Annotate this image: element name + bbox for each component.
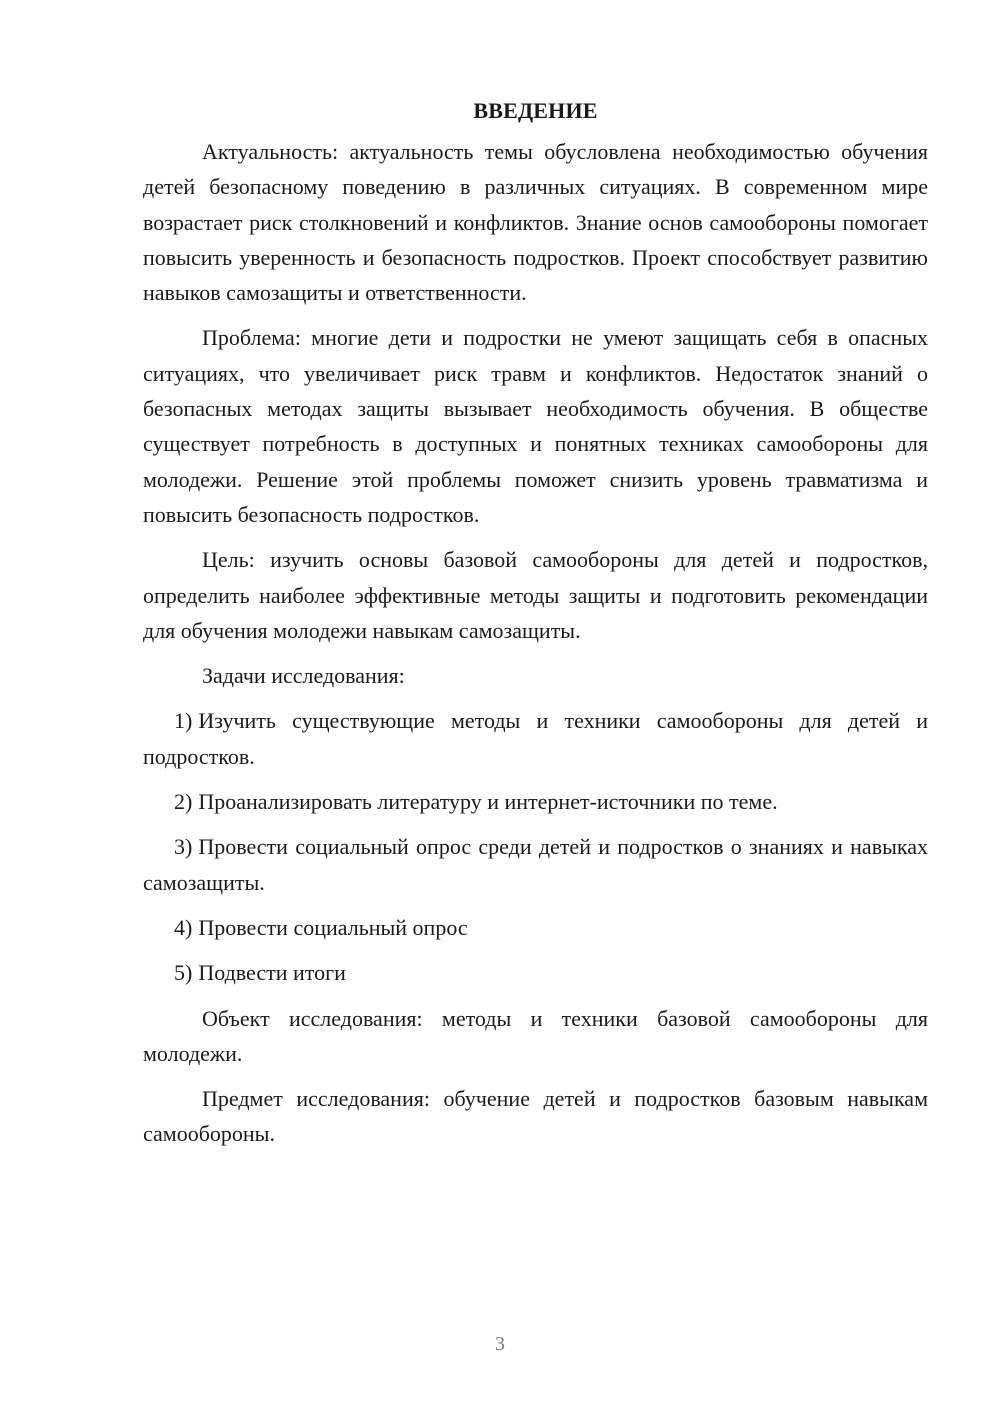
task-item xyxy=(143,910,928,945)
task-number: 2) xyxy=(174,789,193,815)
task-text: Провести социальный опрос среди детей и подростков о знаниях и навыках самозащиты. xyxy=(143,834,928,895)
task-number: 3) xyxy=(174,834,193,860)
task-text: Проанализировать литературу и интернет-источники по теме. xyxy=(198,789,778,815)
task-item xyxy=(143,784,928,819)
document-page xyxy=(143,96,928,1162)
task-item xyxy=(143,703,928,774)
goal-paragraph: Цель: изучить основы базовой самообороны для детей и подростков, определить наиболее эффективные методы защиты и подготовить рекомендации для обучения молодежи навыкам самозащиты. xyxy=(143,547,928,643)
task-text: Изучить существующие методы и техники самообороны для детей и подростков. xyxy=(143,708,928,769)
page-title: ВВЕДЕНИЕ xyxy=(473,98,598,123)
task-number: 5) xyxy=(174,960,193,986)
subject-paragraph: Предмет исследования: обучение детей и подростков базовым навыкам самообороны. xyxy=(143,1086,928,1147)
page-number: 3 xyxy=(495,1333,505,1355)
relevance-paragraph: Актуальность: актуальность темы обусловлена необходимостью обучения детей безопасному поведению в различных ситуациях. В современном мире возрастает риск столкновений и конфликтов. Знание основ самообороны помогает повысить уверенность и безопасность подростков. Проект способствует развитию навыков самозащиты и ответственности. xyxy=(143,139,928,306)
task-item xyxy=(143,829,928,900)
task-number: 4) xyxy=(174,914,193,940)
problem-paragraph: Проблема: многие дети и подростки не умеют защищать себя в опасных ситуациях, что увеличивает риск травм и конфликтов. Недостаток знаний о безопасных методах защиты вызывает необходимость обучения. В обществе существует потребность в доступных и понятных техниках самообороны для молодежи. Решение этой проблемы поможет снизить уровень травматизма и повысить безопасность подростков. xyxy=(143,325,928,527)
task-item xyxy=(143,955,928,990)
object-paragraph: Объект исследования: методы и техники базовой самообороны для молодежи. xyxy=(143,1005,928,1066)
task-number: 1) xyxy=(174,708,193,734)
task-text: Провести социальный опрос xyxy=(198,914,468,940)
tasks-heading: Задачи исследования: xyxy=(202,663,405,689)
task-text: Подвести итоги xyxy=(198,960,346,986)
